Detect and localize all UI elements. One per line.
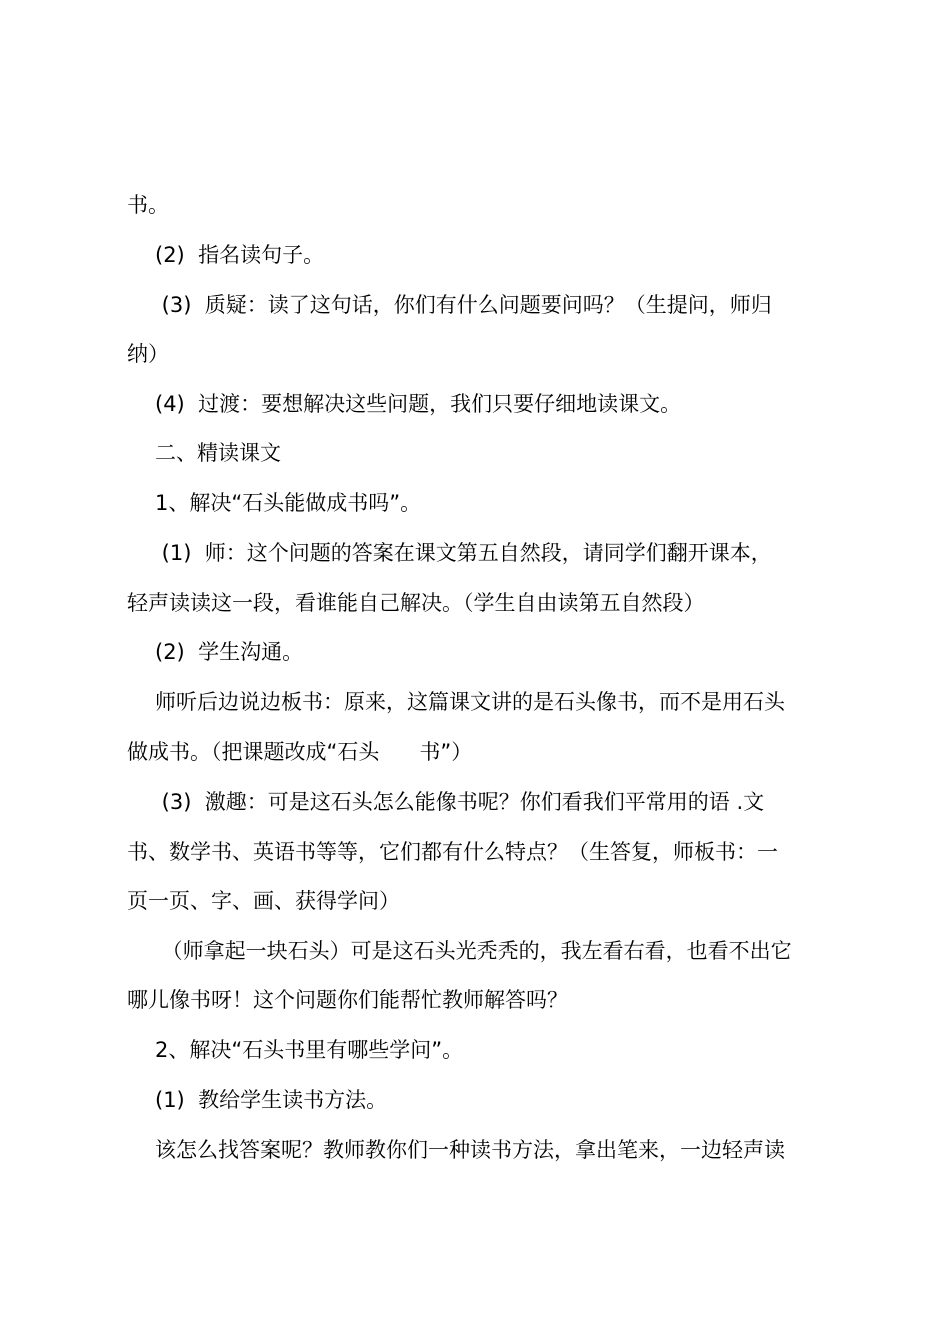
text-line: (2) 学生沟通。 — [155, 640, 304, 664]
text-line: (4) 过渡：要想解决这些问题，我们只要仔细地读课文。 — [155, 392, 682, 416]
text-line: 该怎么找答案呢？教师教你们一种读书方法，拿出笔来，一边轻声读 — [155, 1138, 785, 1162]
text-line: 做成书。（把课题改成“石头 书”） — [127, 740, 473, 764]
text-line: 哪儿像书呀！这个问题你们能帮忙教师解答吗？ — [127, 988, 568, 1012]
text-line: （师拿起一块石头）可是这石头光秃秃的，我左看右看，也看不出它 — [155, 939, 792, 963]
text-line: 2、解决“石头书里有哪些学问”。 — [155, 1038, 464, 1062]
text-line: (3) 激趣：可是这石头怎么能像书呢？你们看我们平常用的语 .文 — [155, 790, 765, 814]
text-line: 书、数学书、英语书等等，它们都有什么特点？（生答复，师板书：一 — [127, 840, 778, 864]
text-line: 纳） — [127, 342, 169, 366]
text-line: 1、解决“石头能做成书吗”。 — [155, 491, 422, 515]
text-line: (2) 指名读句子。 — [155, 243, 325, 267]
text-line: 师听后边说边板书：原来，这篇课文讲的是石头像书，而不是用石头 — [155, 690, 785, 714]
section-heading: 二、精读课文 — [155, 441, 281, 465]
text-line: (1) 师：这个问题的答案在课文第五自然段，请同学们翻开课本， — [155, 541, 772, 565]
text-line: (1) 教给学生读书方法。 — [155, 1088, 388, 1112]
text-line: 轻声读读这一段，看谁能自己解决。（学生自由读第五自然段） — [127, 591, 705, 615]
text-line: 页一页、字、画、获得学问） — [127, 889, 400, 913]
text-line: 书。 — [127, 193, 169, 217]
text-line: (3) 质疑：读了这句话，你们有什么问题要问吗？（生提问，师归 — [155, 293, 772, 317]
